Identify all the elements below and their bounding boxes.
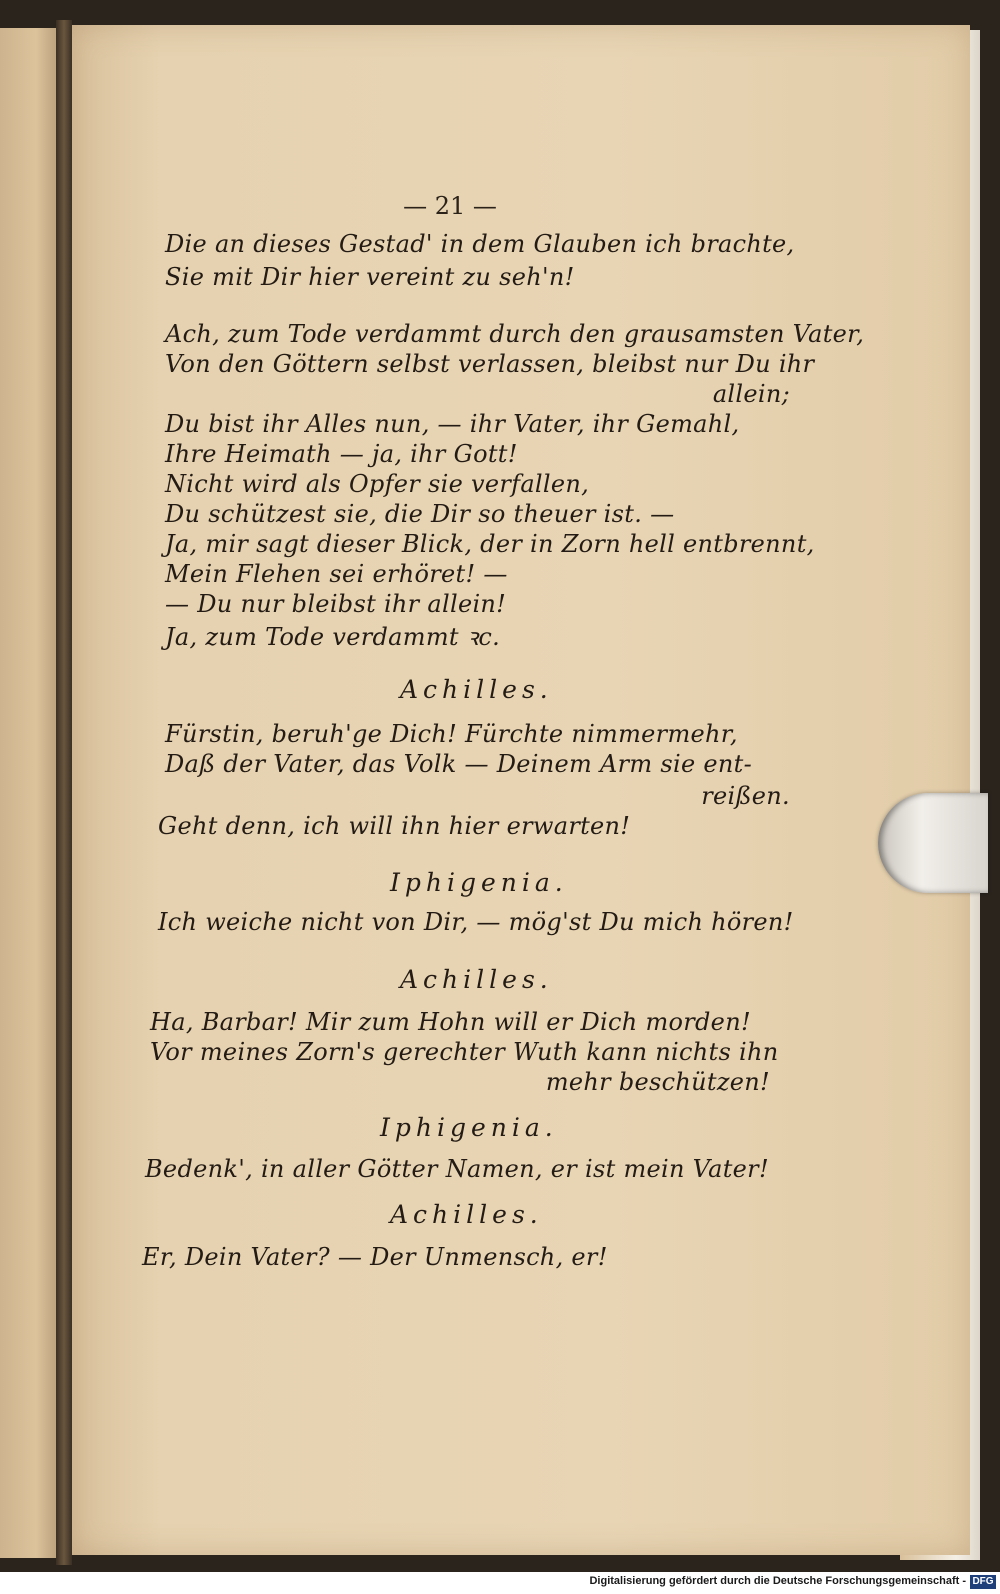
left-page-margin [0, 28, 60, 1558]
verse-line: Bedenk', in aller Götter Namen, er ist mein Vater! [145, 1155, 769, 1183]
speaker-heading: Iphigenia. [390, 868, 568, 897]
speaker-heading: Achilles. [400, 675, 553, 704]
verse-line: Ach, zum Tode verdammt durch den grausamsten Vater, [165, 320, 865, 348]
book-page [70, 25, 970, 1555]
verse-line: Von den Göttern selbst verlassen, bleibst nur Du ihr [165, 350, 815, 378]
verse-line: Mein Flehen sei erhöret! — [165, 560, 508, 588]
speaker-heading: Achilles. [400, 965, 553, 994]
verse-line-continuation: mehr beschützen! [545, 1068, 770, 1096]
verse-line: Geht denn, ich will ihn hier erwarten! [158, 812, 631, 840]
verse-line: Du bist ihr Alles nun, — ihr Vater, ihr Gemahl, [165, 410, 740, 438]
verse-line: Ja, zum Tode verdammt ꝛc. [165, 623, 501, 651]
verse-line: Daß der Vater, das Volk — Deinem Arm sie ent- [165, 750, 753, 778]
book-spine [56, 20, 72, 1565]
verse-line: Er, Dein Vater? — Der Unmensch, er! [142, 1243, 608, 1271]
speaker-heading: Achilles. [390, 1200, 543, 1229]
verse-line-continuation: allein; [712, 380, 790, 408]
footer-credit: Digitalisierung gefördert durch die Deutsche Forschungsgemeinschaft - [589, 1575, 966, 1587]
verse-line: Vor meines Zorn's gerechter Wuth kann nichts ihn [150, 1038, 779, 1066]
verse-line: Ich weiche nicht von Dir, — mög'st Du mich hören! [158, 908, 794, 936]
speaker-heading: Iphigenia. [380, 1113, 558, 1142]
verse-line: Nicht wird als Opfer sie verfallen, [165, 470, 590, 498]
verse-line: Fürstin, beruh'ge Dich! Fürchte nimmermehr, [165, 720, 738, 748]
verse-line: Du schützest sie, die Dir so theuer ist. — [165, 500, 675, 528]
verse-line: — Du nur bleibst ihr allein! [165, 590, 507, 618]
verse-line: Die an dieses Gestad' in dem Glauben ich brachte, [165, 230, 795, 258]
verse-line-continuation: reißen. [701, 782, 790, 810]
verse-line: Ja, mir sagt dieser Blick, der in Zorn hell entbrennt, [165, 530, 815, 558]
verse-line: Ha, Barbar! Mir zum Hohn will er Dich morden! [150, 1008, 751, 1036]
verse-line: Ihre Heimath — ja, ihr Gott! [165, 440, 518, 468]
page-clip [878, 793, 988, 893]
page-number: — 21 — [403, 192, 497, 220]
dfg-logo: DFG [970, 1575, 996, 1589]
verse-line: Sie mit Dir hier vereint zu seh'n! [165, 263, 575, 291]
